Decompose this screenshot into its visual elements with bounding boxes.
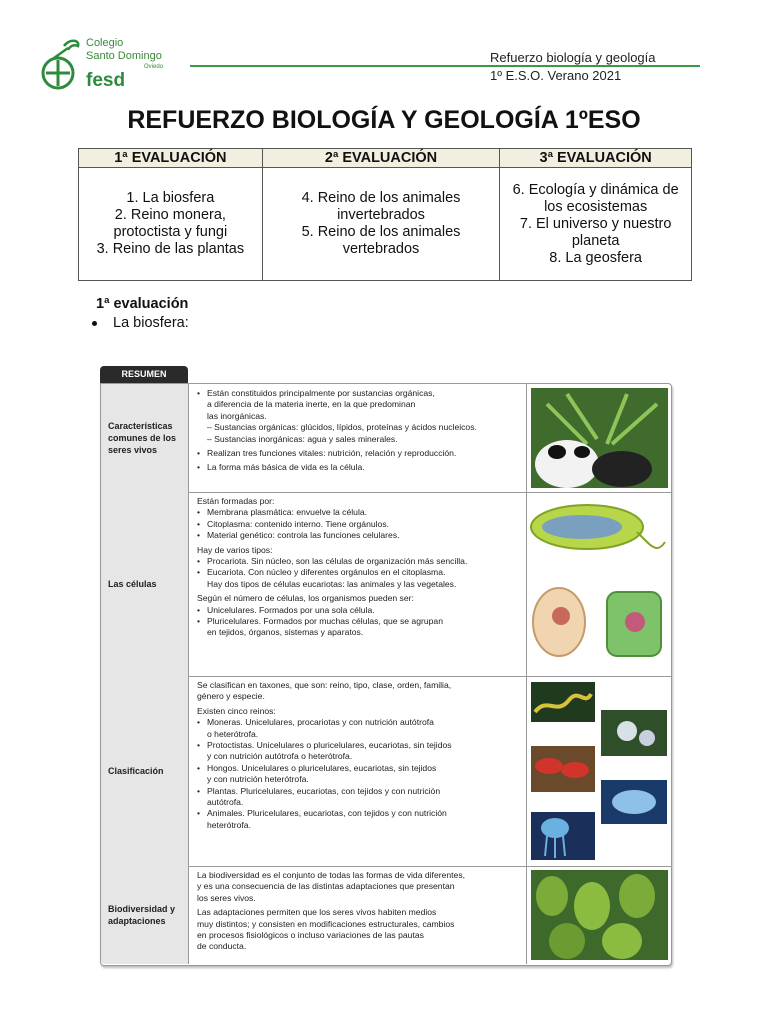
school-crest-icon [40,36,86,94]
summary-line: autótrofa. [207,797,244,808]
eval-item: 8. La geosfera [549,249,642,266]
eval-item: vertebrados [342,241,420,257]
summary-line: las inorgánicas. [207,410,267,421]
summary-line: muy distintos; y consisten en modificaciones estructurales, cambios [197,918,455,929]
summary-line: Se clasifican en taxones, que son: reino, tipo, clase, orden, familia, [197,680,452,690]
summary-line: y es una consecuencia de las distintas adaptaciones que presentan [197,881,455,892]
eval-item: 6. Ecología y dinámica de [512,181,679,198]
summary-line: Las adaptaciones permiten que los seres vivos habiten medios [197,907,437,918]
summary-row-cells [101,492,671,677]
eval-item: 4. Reino de los animales [301,190,461,206]
summary-line: La biodiversidad es el conjunto de todas las formas de vida diferentes, [197,870,466,880]
eval-cell-3 [500,168,692,281]
school-name-line1: Colegio [86,37,124,49]
summary-line: • Pluricelulares. Formados por muchas células, que se agrupan [197,616,522,627]
school-name-line2: Santo Domingo [86,50,162,62]
summary-line: Están formadas por: [197,496,275,506]
summary-line: • Hongos. Unicelulares o pluricelulares, eucariotas, sin tejidos [197,763,522,774]
summary-row-text [197,870,522,953]
summary-line: Hay dos tipos de células eucariotas: las animales y las vegetales. [207,578,457,589]
summary-line: Según el número de células, los organismos pueden ser: [197,593,414,604]
eval-item: 1. La biosfera [126,190,215,206]
summary-line: – Sustancias orgánicas: glúcidos, lípidos, proteínas y ácidos nucleicos. [207,422,477,433]
summary-row-text [197,680,522,831]
summary-row-label: Características comunes de los seres vivos [101,384,189,492]
school-logo [40,36,190,96]
summary-row-biodiversity [101,866,671,964]
summary-line: los seres vivos. [197,892,256,903]
eval-heading-1: 1ª EVALUACIÓN [79,149,263,168]
section-heading: 1ª evaluación [96,296,189,312]
summary-line: • Animales. Pluricelulares, eucariotas, con tejidos y con nutrición [197,808,522,819]
summary-row-text [197,496,522,639]
eval-cell-2 [262,168,500,281]
summary-line: en tejidos, órganos, sistemas y aparatos. [207,627,364,638]
summary-figure [100,366,672,966]
section-bullet [92,315,189,331]
summary-line: y con nutrición heterótrofa. [207,774,309,785]
summary-row-text [197,388,522,477]
summary-line: o heterótrofa. [207,728,259,739]
summary-line: • Citoplasma: contenido interno. Tiene orgánulos. [197,519,522,530]
summary-line: • Unicelulares. Formados por una sola célula. [197,605,522,616]
summary-row-label: Clasificación [101,676,189,866]
evaluations-table [78,148,692,281]
summary-row-classification [101,676,671,867]
summary-line: Hay de varios tipos: [197,544,273,555]
eval-item: protoctista y fungi [113,224,228,240]
eval-item: 5. Reino de los animales [301,224,461,240]
header-doc-course: 1º E.S.O. Verano 2021 [490,68,622,83]
bullet-dot-icon [92,321,97,326]
summary-line: • Eucariota. Con núcleo y diferentes orgánulos en el citoplasma. [197,567,522,578]
summary-line: • Realizan tres funciones vitales: nutrición, relación y reproducción. [197,448,522,459]
kingdoms-image [526,676,672,866]
brand-name: fesd [86,70,126,91]
summary-line: Existen cinco reinos: [197,705,276,716]
summary-line: • Moneras. Unicelulares, procariotas y con nutrición autótrofa [197,717,522,728]
summary-line: • Están constituidos principalmente por sustancias orgánicas, [197,388,522,399]
summary-box [100,383,672,966]
section-bullet-text: La biosfera: [113,315,189,331]
summary-line: • Plantas. Pluricelulares, eucariotas, con tejidos y con nutrición [197,786,522,797]
summary-line: de conducta. [197,941,247,952]
eval-heading-3: 3ª EVALUACIÓN [500,149,692,168]
school-city: Oviedo [144,64,164,70]
eval-item: 3. Reino de las plantas [96,241,245,257]
page-title: REFUERZO BIOLOGÍA Y GEOLOGÍA 1ºESO [127,106,641,134]
summary-line: a diferencia de la materia inerte, en la que predominan [207,399,416,410]
eval-item: 2. Reino monera, [114,207,226,223]
header-doc-title: Refuerzo biología y geología [490,50,656,65]
eval-item: 7. El universo y nuestro [519,215,672,232]
summary-row-characteristics [101,384,671,493]
cells-image [526,492,672,676]
summary-row-label: Biodiversidad y adaptaciones [101,866,189,964]
summary-line: • Membrana plasmática: envuelve la célula. [197,507,522,518]
panda-image [526,384,672,492]
eval-cell-1 [79,168,263,281]
summary-line: y con nutrición autótrofa o heterótrofa. [207,751,353,762]
summary-line: • Protoctistas. Unicelulares o pluricelulares, eucariotas, sin tejidos [197,740,522,751]
summary-line: – Sustancias inorgánicas: agua y sales minerales. [207,433,398,444]
summary-line: • Material genético: controla las funciones celulares. [197,530,522,541]
summary-line: • Procariota. Sin núcleo, son las células de organización más sencilla. [197,556,522,567]
summary-line: género y especie. [197,691,265,702]
summary-row-label: Las células [101,492,189,676]
eval-item: invertebrados [337,207,425,223]
summary-line: heterótrofa. [207,819,251,830]
header-rule [190,65,700,67]
summary-tab: RESUMEN [100,366,188,383]
eval-heading-2: 2ª EVALUACIÓN [262,149,500,168]
cactus-image [526,866,672,964]
summary-line: en procesos fisiológicos o incluso variaciones de las pautas [197,930,424,941]
eval-item: planeta [571,232,620,249]
summary-line: • La forma más básica de vida es la célula. [197,462,522,473]
eval-item: los ecosistemas [544,198,648,215]
